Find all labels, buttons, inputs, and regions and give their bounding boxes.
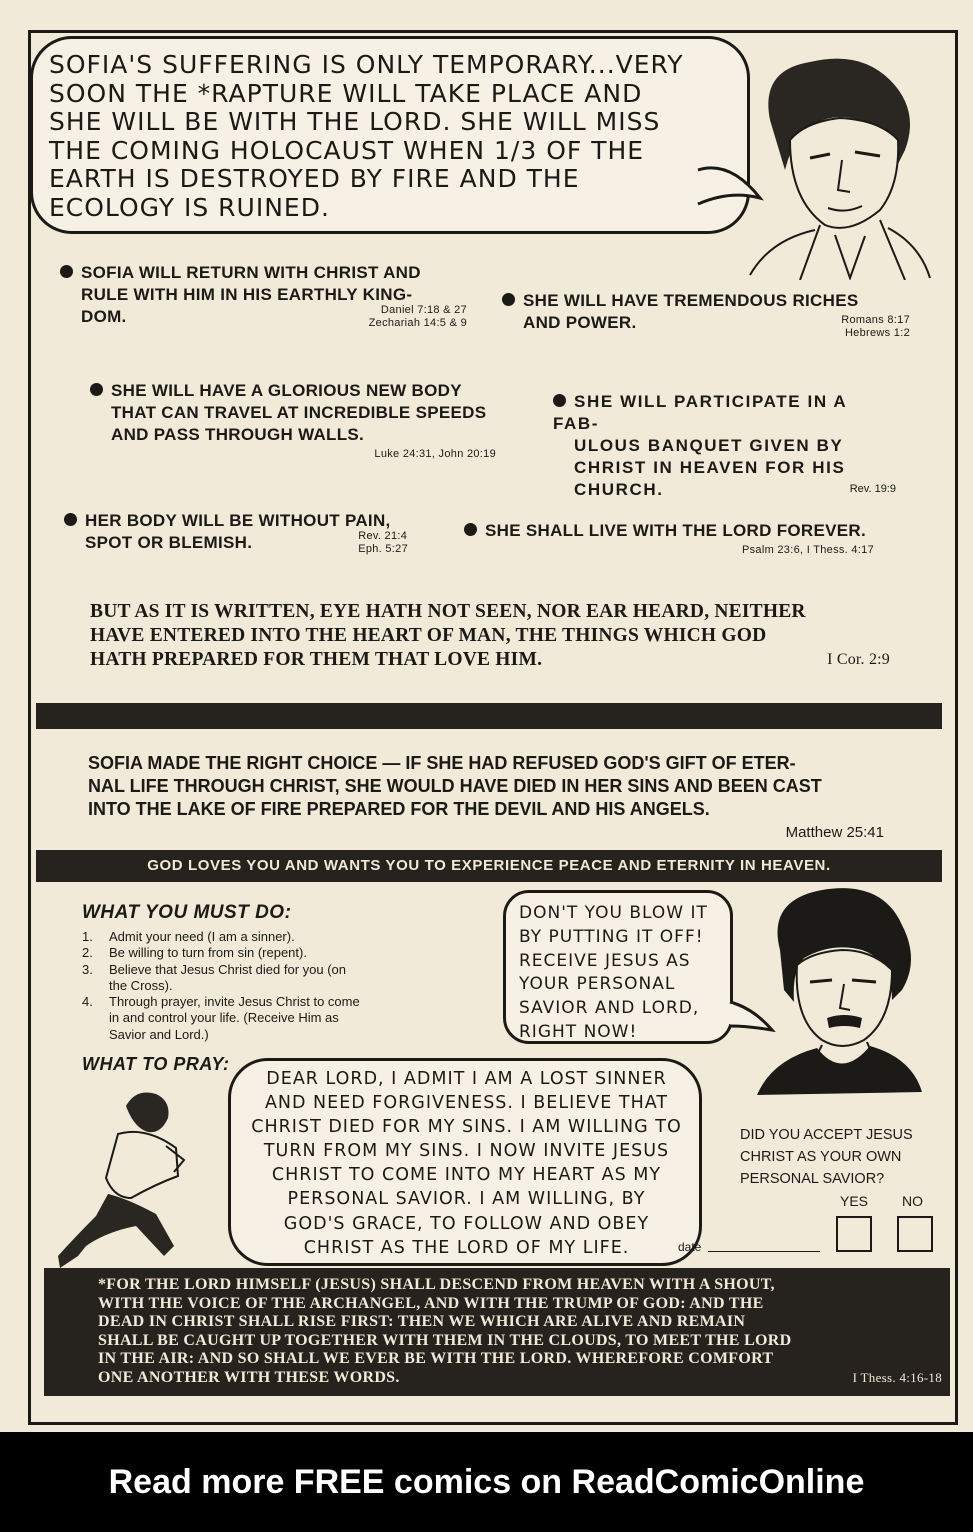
scripture-reference: Daniel 7:18 & 27 xyxy=(380,304,467,316)
bullet-line: SHE SHALL LIVE WITH THE LORD FOREVER. xyxy=(485,521,867,540)
bubble-line: YOUR PERSONAL xyxy=(519,974,676,995)
bullet-dot-icon xyxy=(64,513,77,526)
scripture-reference: Zechariah 14:5 & 9 xyxy=(368,317,467,329)
scripture-reference: Matthew 25:41 xyxy=(785,824,884,841)
no-label: NO xyxy=(902,1193,923,1209)
footnote-line: WITH THE VOICE OF THE ARCHANGEL, AND WITH THE TRUMP OF GOD: AND THE xyxy=(98,1294,764,1312)
bullet-item xyxy=(502,290,912,339)
step-number: 2. xyxy=(82,945,93,961)
footnote-line: SHALL BE CAUGHT UP TOGETHER WITH THEM IN THE CLOUDS, TO MEET THE LORD xyxy=(98,1331,792,1349)
step-item xyxy=(82,994,422,1043)
man-portrait-illustration xyxy=(752,880,927,1100)
scripture-reference: I Cor. 2:9 xyxy=(827,651,890,668)
bubble-line: EARTH IS DESTROYED BY FIRE AND THE xyxy=(49,164,580,193)
scripture-reference: Rev. 19:9 xyxy=(849,483,896,495)
bullet-line: CHURCH. xyxy=(574,480,664,499)
decision-question xyxy=(740,1124,913,1190)
paragraph-line: SOFIA MADE THE RIGHT CHOICE — IF SHE HAD REFUSED GOD'S GIFT OF ETER- xyxy=(88,753,796,773)
question-line: PERSONAL SAVIOR? xyxy=(740,1171,885,1187)
question-line: CHRIST AS YOUR OWN xyxy=(740,1149,902,1165)
step-number: 1. xyxy=(82,929,93,944)
scripture-reference: Hebrews 1:2 xyxy=(844,327,910,339)
bullet-line: SHE WILL HAVE TREMENDOUS RICHES xyxy=(523,291,859,310)
prayer-line: CHRIST TO COME INTO MY HEART AS MY xyxy=(271,1165,662,1186)
pray-heading: WHAT TO PRAY: xyxy=(82,1054,230,1074)
kneeling-man-illustration xyxy=(56,1086,206,1271)
step-text: the Cross). xyxy=(109,977,173,993)
bubble-line: SAVIOR AND LORD, xyxy=(519,998,700,1019)
bullet-line: AND POWER. xyxy=(523,313,637,332)
scripture-reference: Psalm 23:6, I Thess. 4:17 xyxy=(741,544,874,556)
step-number: 4. xyxy=(82,994,93,1010)
bullet-line: CHRIST IN HEAVEN FOR HIS xyxy=(574,458,846,477)
step-text: Be willing to turn from sin (repent). xyxy=(109,945,307,961)
top-speech-bubble xyxy=(30,36,750,234)
prayer-line: TURN FROM MY SINS. I NOW INVITE JESUS xyxy=(263,1141,670,1162)
bullet-line: SHE WILL HAVE A GLORIOUS NEW BODY xyxy=(111,381,462,400)
footnote-panel xyxy=(44,1268,950,1396)
prayer-line: PERSONAL SAVIOR. I AM WILLING, BY xyxy=(287,1189,646,1210)
gospel-banner: GOD LOVES YOU AND WANTS YOU TO EXPERIENCE PEACE AND ETERNITY IN HEAVEN. xyxy=(36,850,942,882)
bullet-item xyxy=(464,520,884,557)
bubble-line: SHE WILL BE WITH THE LORD. SHE WILL MISS xyxy=(49,107,661,136)
step-text: Admit your need (I am a sinner). xyxy=(109,929,295,944)
question-line: DID YOU ACCEPT JESUS xyxy=(740,1127,913,1143)
bubble-line: SOON THE *RAPTURE WILL TAKE PLACE AND xyxy=(49,78,643,108)
prayer-line: CHRIST DIED FOR MY SINS. I AM WILLING TO xyxy=(251,1117,682,1138)
bullet-line: SPOT OR BLEMISH. xyxy=(85,533,253,552)
prayer-line: CHRIST AS THE LORD OF MY LIFE. xyxy=(303,1237,630,1258)
step-item xyxy=(82,945,422,961)
date-line-field[interactable] xyxy=(708,1251,820,1252)
prayer-line: GOD'S GRACE, TO FOLLOW AND OBEY xyxy=(283,1213,650,1234)
bubble-line: SOFIA'S SUFFERING IS ONLY TEMPORARY...VERY xyxy=(49,50,684,79)
step-number: 3. xyxy=(82,961,93,977)
step-item xyxy=(82,962,422,995)
read-more-banner-link[interactable]: Read more FREE comics on ReadComicOnline xyxy=(0,1432,973,1532)
bullet-item xyxy=(90,380,500,461)
scripture-reference: Eph. 5:27 xyxy=(358,543,408,555)
bullet-line: ULOUS BANQUET GIVEN BY xyxy=(574,436,844,455)
scripture-reference: Rev. 21:4 xyxy=(358,530,408,542)
must-do-heading: WHAT YOU MUST DO: xyxy=(82,902,292,923)
bullet-dot-icon xyxy=(553,394,566,407)
prayer-line: DEAR LORD, I ADMIT I AM A LOST SINNER xyxy=(266,1069,667,1089)
footnote-line: *FOR THE LORD HIMSELF (JESUS) SHALL DESCEND FROM HEAVEN WITH A SHOUT, xyxy=(98,1276,775,1293)
quote-line: BUT AS IT IS WRITTEN, EYE HATH NOT SEEN, NOR EAR HEARD, NEITHER xyxy=(90,601,806,622)
footnote-line: DEAD IN CHRIST SHALL RISE FIRST: THEN WE WHICH ARE ALIVE AND REMAIN xyxy=(98,1313,746,1330)
scripture-reference: I Thess. 4:16-18 xyxy=(852,1369,942,1385)
bullet-item xyxy=(60,262,475,328)
yes-checkbox[interactable] xyxy=(836,1216,872,1252)
bullet-line: THAT CAN TRAVEL AT INCREDIBLE SPEEDS xyxy=(111,403,487,422)
bullet-line: DOM. xyxy=(81,307,127,326)
date-label: date xyxy=(678,1240,702,1254)
bubble-line: BY PUTTING IT OFF! xyxy=(519,926,704,947)
man-portrait-illustration xyxy=(730,40,940,280)
choice-paragraph xyxy=(88,752,888,844)
bullet-dot-icon xyxy=(502,293,515,306)
divider-bar xyxy=(36,703,942,729)
step-text: Believe that Jesus Christ died for you (on xyxy=(109,961,347,977)
paragraph-line: INTO THE LAKE OF FIRE PREPARED FOR THE DEVIL AND HIS ANGELS. xyxy=(88,799,710,819)
prayer-line: AND NEED FORGIVENESS. I BELIEVE THAT xyxy=(264,1093,669,1114)
step-item xyxy=(82,929,422,945)
quote-line: HATH PREPARED FOR THEM THAT LOVE HIM. xyxy=(90,649,543,670)
bullet-dot-icon xyxy=(60,265,73,278)
bullet-line: SOFIA WILL RETURN WITH CHRIST AND xyxy=(81,263,421,282)
footnote-line: ONE ANOTHER WITH THESE WORDS. xyxy=(98,1368,400,1386)
scripture-reference: Luke 24:31, John 20:19 xyxy=(374,448,496,460)
man-speech-bubble xyxy=(503,890,733,1044)
paragraph-line: NAL LIFE THROUGH CHRIST, SHE WOULD HAVE DIED IN HER SINS AND BEEN CAST xyxy=(88,776,822,796)
bullet-item xyxy=(64,510,414,554)
no-checkbox[interactable] xyxy=(897,1216,933,1252)
scripture-reference: Romans 8:17 xyxy=(841,314,910,326)
bubble-line: THE COMING HOLOCAUST WHEN 1/3 OF THE xyxy=(49,135,645,165)
bubble-line: ECOLOGY IS RUINED. xyxy=(49,192,330,222)
bullet-item xyxy=(553,391,898,501)
step-text: Through prayer, invite Jesus Christ to come xyxy=(109,994,360,1010)
prayer-bubble xyxy=(228,1058,702,1266)
quote-line: HAVE ENTERED INTO THE HEART OF MAN, THE THINGS WHICH GOD xyxy=(90,625,767,646)
bullet-line: RULE WITH HIM IN HIS EARTHLY KING- xyxy=(81,285,413,304)
bullet-line: AND PASS THROUGH WALLS. xyxy=(111,425,365,444)
bubble-line: RIGHT NOW! xyxy=(519,1021,638,1042)
step-text: in and control your life. (Receive Him as xyxy=(109,1010,339,1026)
scripture-quote xyxy=(90,600,890,672)
bullet-dot-icon xyxy=(90,383,103,396)
bullet-line: SHE WILL PARTICIPATE IN A FAB- xyxy=(553,392,847,433)
yes-label: YES xyxy=(840,1193,869,1209)
steps-list xyxy=(82,929,422,1043)
step-text: Savior and Lord.) xyxy=(109,1026,209,1042)
bullet-dot-icon xyxy=(464,523,477,536)
bubble-line: DON'T YOU BLOW IT xyxy=(519,903,708,923)
footnote-line: IN THE AIR: AND SO SHALL WE EVER BE WITH THE LORD. WHEREFORE COMFORT xyxy=(98,1350,774,1367)
bubble-line: RECEIVE JESUS AS xyxy=(519,950,691,971)
bullet-line: HER BODY WILL BE WITHOUT PAIN, xyxy=(85,511,391,530)
